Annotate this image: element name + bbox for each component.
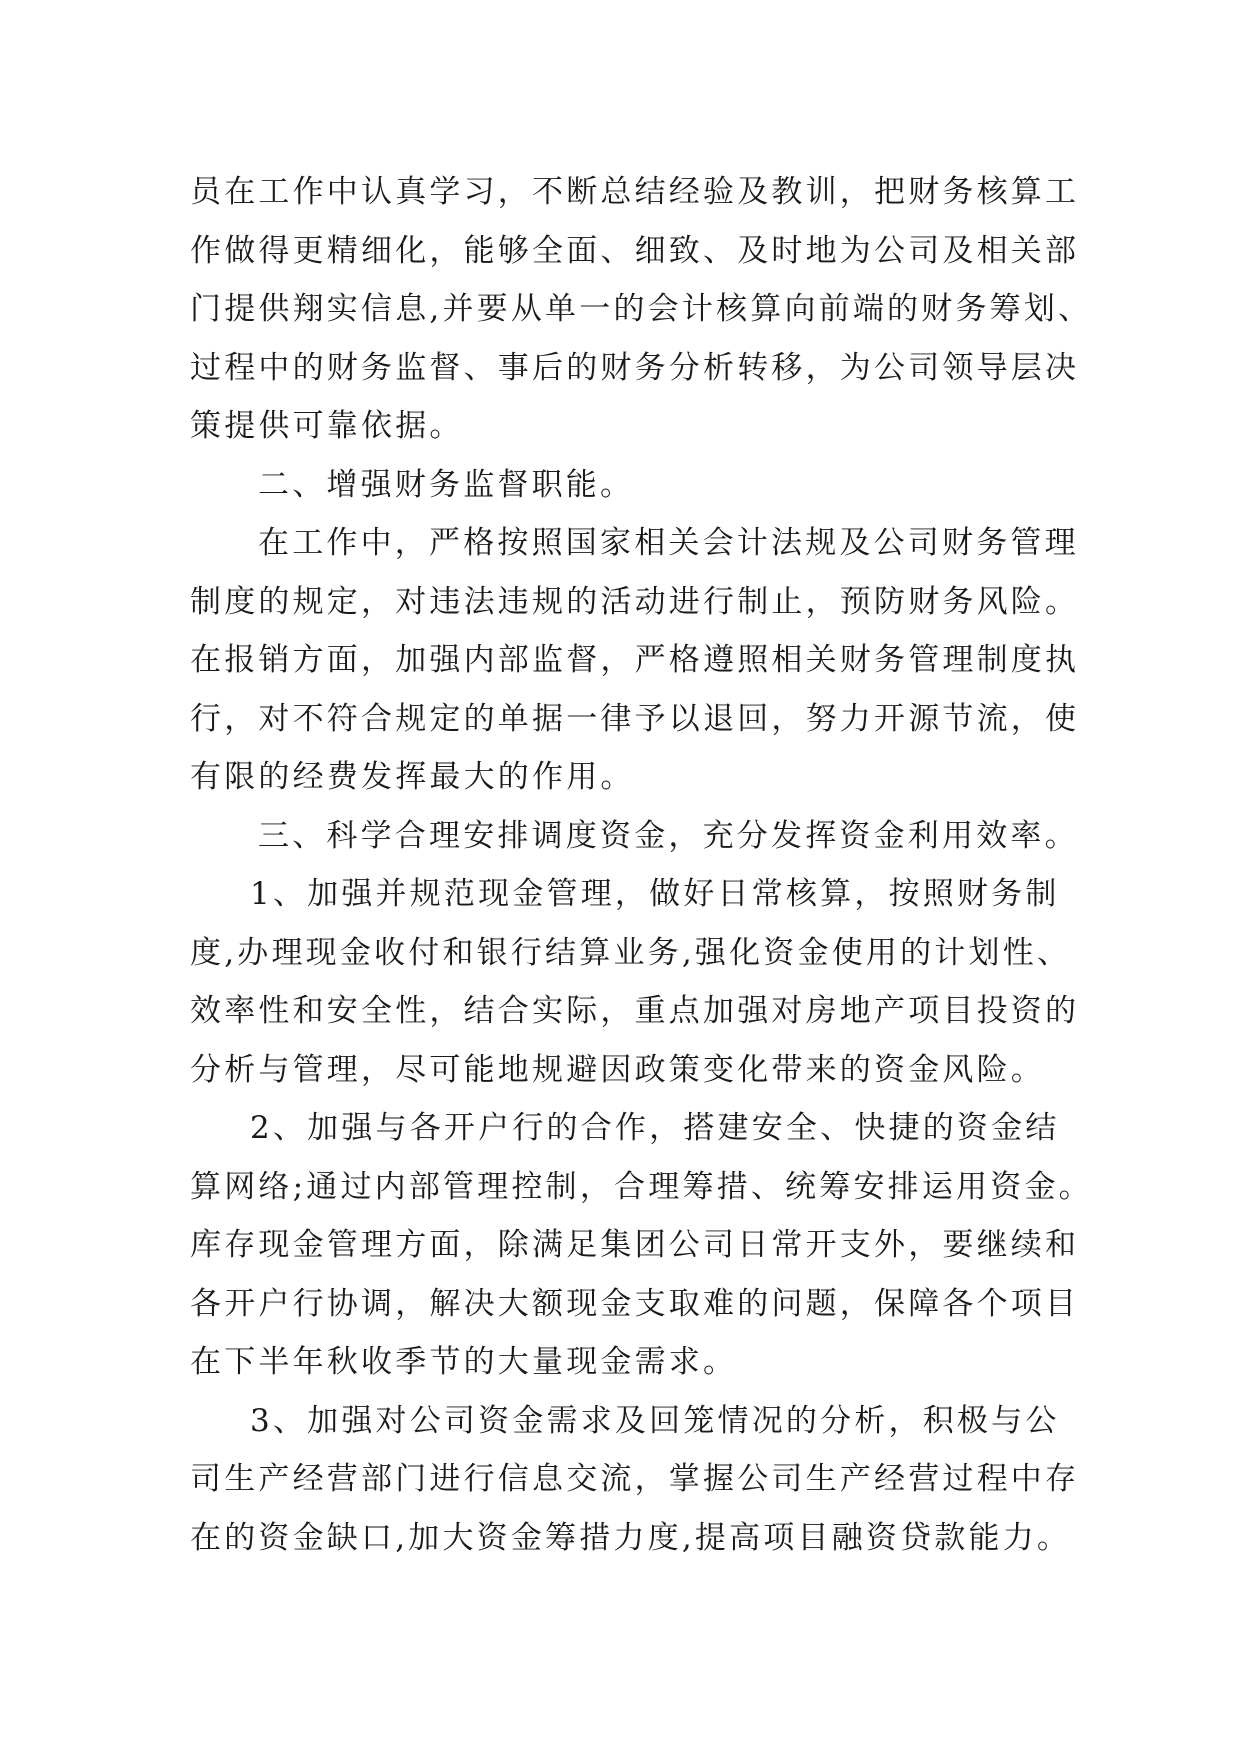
text-line: 度,办理现金收付和银行结算业务,强化资金使用的计划性、 (190, 934, 1072, 971)
section-heading: 三、科学合理安排调度资金，充分发挥资金利用效率。 (258, 817, 1079, 854)
text-line: 在下半年秋收季节的大量现金需求。 (190, 1344, 738, 1380)
numbered-item-start: 1、加强并规范现金管理，做好日常核算，按照财务制 (250, 876, 1060, 912)
text-line: 效率性和安全性，结合实际，重点加强对房地产项目投资的 (190, 993, 1080, 1029)
text-line: 算网络;通过内部管理控制，合理筹措、统筹安排运用资金。 (190, 1168, 1093, 1205)
text-line: 分析与管理，尽可能地规避因政策变化带来的资金风险。 (190, 1051, 1045, 1088)
paragraph-start: 在工作中，严格按照国家相关会计法规及公司财务管理 (258, 525, 1079, 561)
text-line: 在的资金缺口,加大资金筹措力度,提高项目融资贷款能力。 (190, 1519, 1072, 1556)
text-line: 门提供翔实信息,并要从单一的会计核算向前端的财务筹划、 (190, 291, 1093, 327)
numbered-item-start: 3、加强对公司资金需求及回笼情况的分析，积极与公 (250, 1402, 1060, 1439)
text-line: 有限的经费发挥最大的作用。 (190, 759, 635, 795)
text-line: 作做得更精细化，能够全面、细致、及时地为公司及相关部 (190, 232, 1080, 269)
document-body (190, 163, 1093, 1567)
text-line: 策提供可靠依据。 (190, 408, 464, 444)
text-line: 行，对不符合规定的单据一律予以退回，努力开源节流，使 (190, 700, 1080, 737)
text-line: 制度的规定，对违法违规的活动进行制止，预防财务风险。 (190, 583, 1080, 620)
numbered-item-start: 2、加强与各开户行的合作，搭建安全、快捷的资金结 (250, 1110, 1060, 1146)
text-line: 库存现金管理方面，除满足集团公司日常开支外，要继续和 (190, 1227, 1080, 1263)
text-line: 过程中的财务监督、事后的财务分析转移，为公司领导层决 (190, 349, 1080, 386)
text-line: 司生产经营部门进行信息交流，掌握公司生产经营过程中存 (190, 1461, 1080, 1497)
text-line: 各开户行协调，解决大额现金支取难的问题，保障各个项目 (190, 1285, 1080, 1322)
text-line: 在报销方面，加强内部监督，严格遵照相关财务管理制度执 (190, 642, 1080, 678)
text-line: 员在工作中认真学习，不断总结经验及教训，把财务核算工 (190, 174, 1080, 210)
section-heading: 二、增强财务监督职能。 (258, 466, 635, 503)
